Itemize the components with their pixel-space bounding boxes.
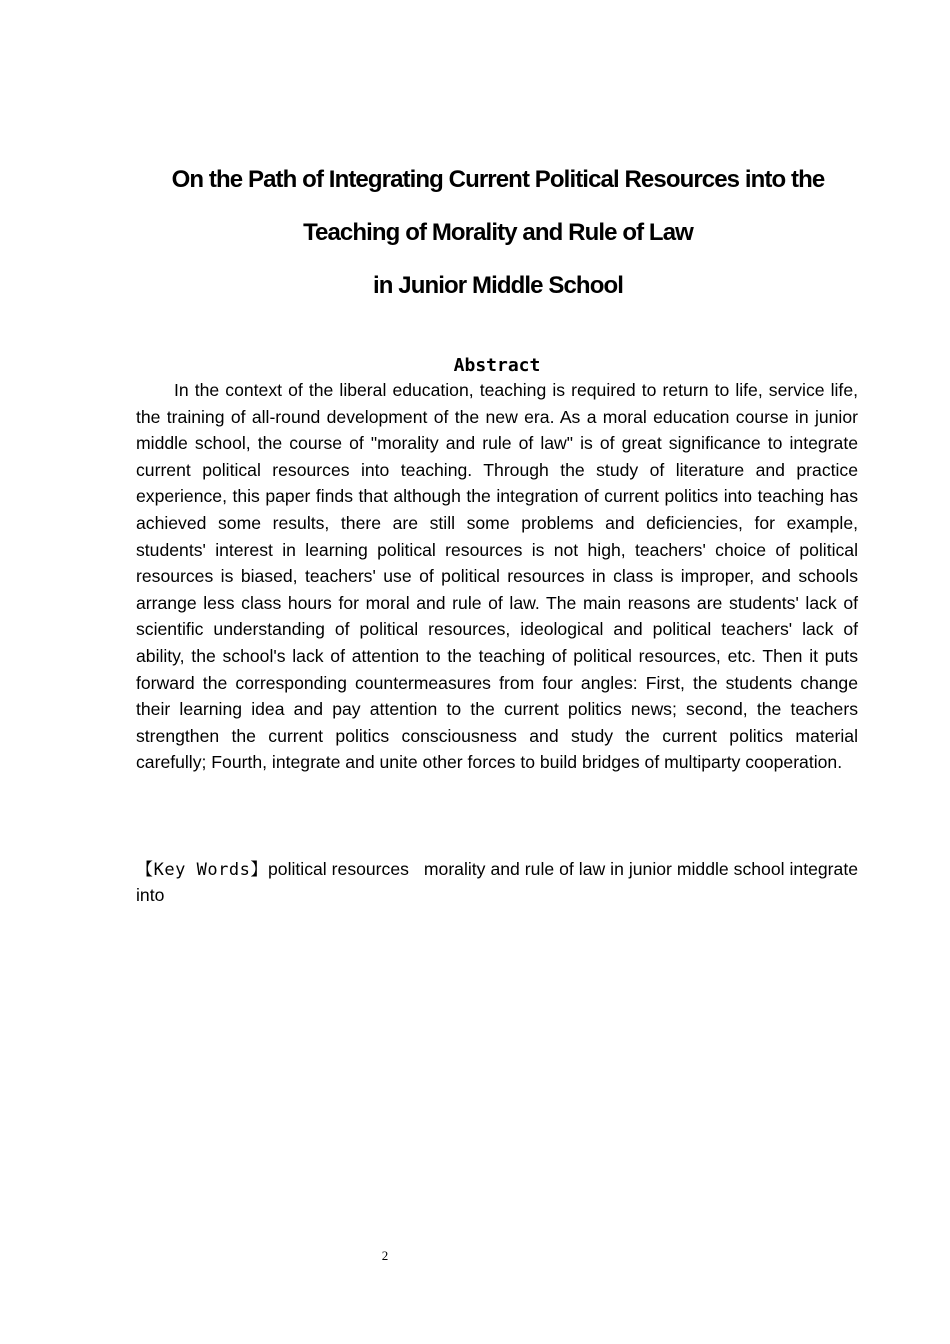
keywords-label: 【Key Words】 — [136, 860, 269, 880]
keywords-text: political resources morality and rule of law in junior middle school integrate into — [136, 859, 863, 905]
abstract-body: In the context of the liberal education, teaching is required to return to life, service life, the training of all-round development of the new era. As a moral education course in junior middle school, the course of "morality and rule of law" is of great significance to integrate current political resources into teaching. Through the study of literature and practice experience, this paper finds that although the integration of current politics into teaching has achieved some results, there are still some problems and deficiencies, for example, students' interest in learning political resources is not high, teachers' choice of political resources is biased, teachers' use of political resources in class is improper, and schools arrange less class hours for moral and rule of law. The main reasons are students' lack of scientific understanding of political resources, ideological and political teachers' lack of ability, the school's lack of attention to the teaching of political resources, etc. Then it puts forward the corresponding countermeasures from four angles: First, the students change their learning idea and pay attention to the current politics news; second, the teachers strengthen the current politics consciousness and study the current politics material carefully; Fourth, integrate and unite other forces to build bridges of multiparty cooperation. — [136, 380, 858, 773]
title-line-3: in Junior Middle School — [373, 272, 623, 299]
keywords-paragraph — [136, 857, 863, 908]
title-line-2: Teaching of Morality and Rule of Law — [303, 219, 693, 246]
abstract-heading: Abstract — [453, 355, 541, 376]
title-line-1: On the Path of Integrating Current Political Resources into the — [171, 166, 825, 193]
page-number: 2 — [381, 1248, 389, 1263]
